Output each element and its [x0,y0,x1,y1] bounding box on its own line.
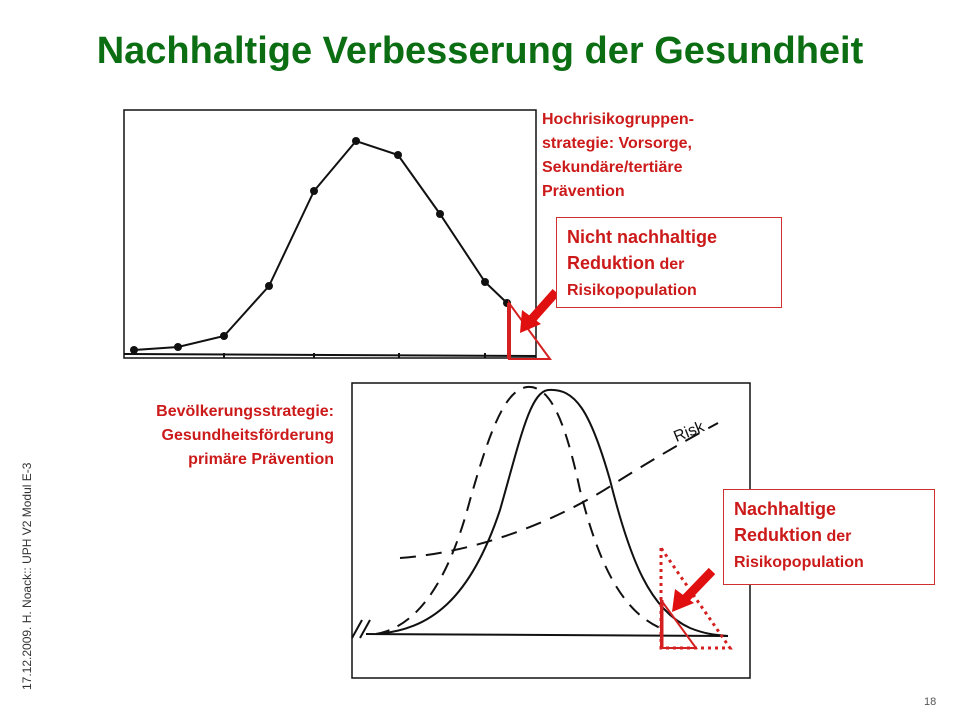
top-chart-curve [134,141,507,350]
note-line: Prävention [542,183,625,200]
note-line: Hochrisikogruppen- [542,111,695,128]
box-line: Nicht nachhaltige [567,227,718,247]
page-number: 18 [924,696,937,708]
note-line: Bevölkerungsstrategie: [156,403,334,420]
top-chart-baseline [124,354,536,356]
box-bold: Reduktion [567,253,655,273]
box-line: Risikopopulation [567,282,697,299]
risk-label: Risk [671,418,707,446]
note-line: strategie: Vorsorge, [542,135,692,152]
box-bold: Reduktion [734,525,822,545]
note-line: Gesundheitsförderung [161,427,334,444]
box-line: Risikopopulation [734,554,864,571]
note-line: primäre Prävention [188,451,334,468]
box-line: Nachhaltige [734,499,837,519]
sustainable-reduction-box [723,489,935,585]
side-footer-text: 17.12.2009. H. Noack:: UPH V2 Modul E-3 [20,462,34,690]
bottom-arrow-shaft [686,571,712,598]
box-small: der [655,256,685,273]
bottom-chart-baseline [366,634,728,636]
bottom-shift-triangle [661,548,730,648]
slide-title: Nachhaltige Verbesserung der Gesundheit [96,30,864,72]
bottom-risk-curve [400,423,718,558]
box-small: der [822,528,852,545]
bottom-dashed-curve [376,387,665,634]
population-strategy-note [96,400,334,472]
note-line: Sekundäre/tertiäre [542,159,683,176]
unsustainable-reduction-box [556,217,782,308]
box-line [567,250,771,278]
high-risk-strategy-note [542,108,694,204]
top-chart-frame [124,110,536,358]
top-chart-points [130,137,511,354]
box-line [734,522,924,550]
